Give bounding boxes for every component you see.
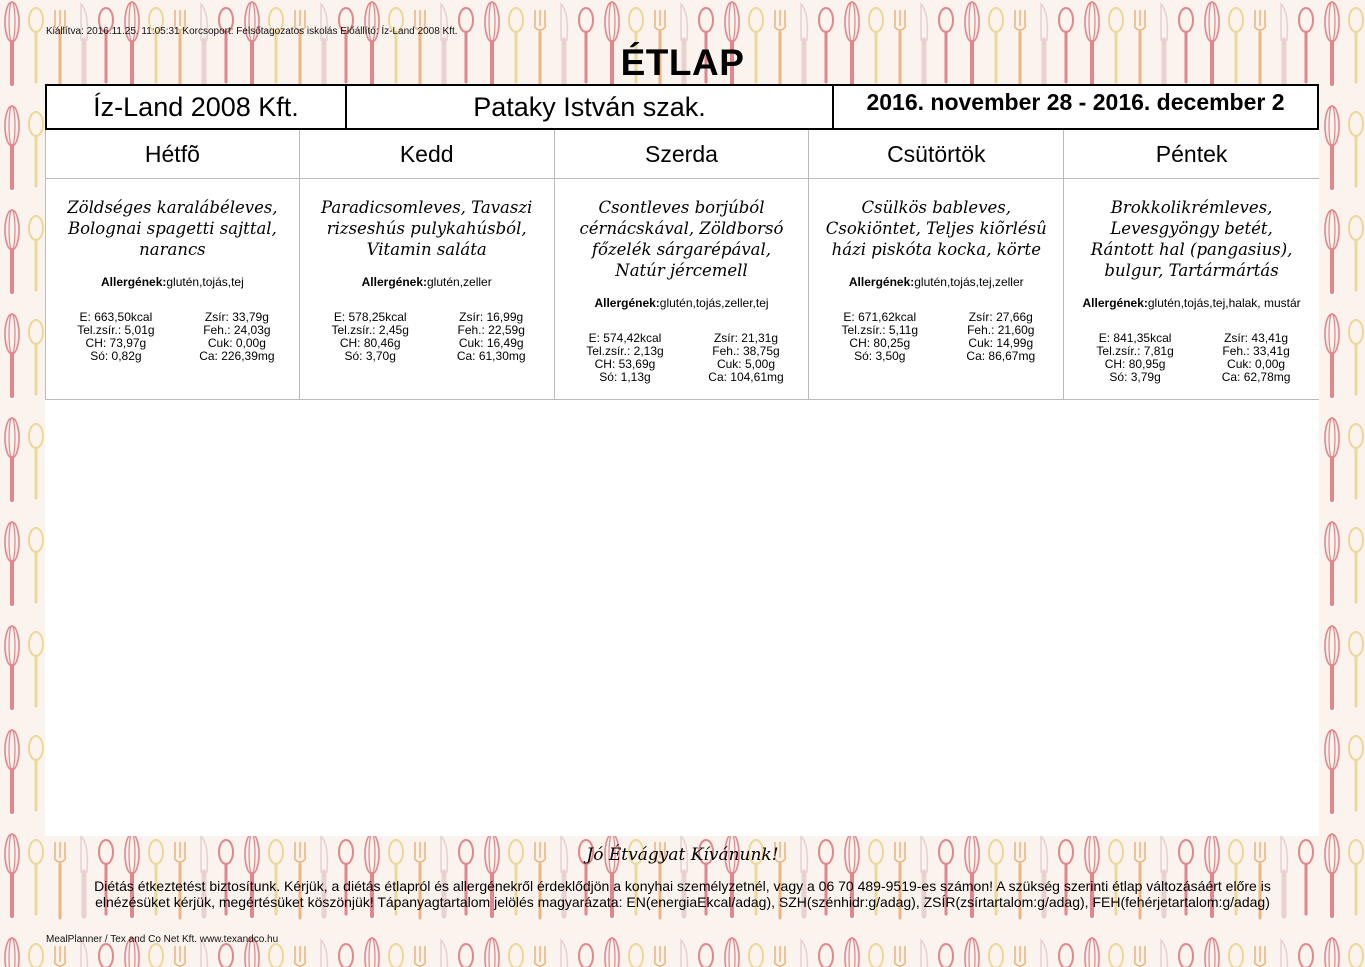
nutrition-carbs: CH: 80,95g <box>1104 357 1166 371</box>
nutrition-block <box>59 311 285 363</box>
issue-meta-line: Kiállítva: 2016.11.25. 11:05:31 Korcsoport: Felsőtagozatos iskolás Előállító: Íz-Land 2008 Kft. <box>46 26 458 37</box>
allergen-line <box>821 276 1051 289</box>
nutrition-left <box>1079 332 1192 384</box>
nutrition-carbs: CH: 80,25g <box>849 336 911 350</box>
nutrition-sugar: Cuk: 5,00g <box>716 357 775 371</box>
allergen-label: Allergének: <box>594 296 660 310</box>
allergen-values: glutén,tojás,tej,zeller <box>914 275 1024 289</box>
nutrition-salt: Só: 1,13g <box>599 370 651 384</box>
nutrition-protein: Feh.: 33,41g <box>1222 344 1290 358</box>
allergen-line <box>1077 297 1307 310</box>
day-name: Hétfõ <box>46 130 299 179</box>
week-menu-table <box>45 130 1319 400</box>
nutrition-protein: Feh.: 21,60g <box>967 323 1035 337</box>
nutrition-sat-fat: Tel.zsír.: 2,45g <box>331 323 409 337</box>
nutrition-sugar: Cuk: 14,99g <box>968 336 1034 350</box>
nutrition-energy: E: 578,25kcal <box>333 310 407 324</box>
allergen-line <box>312 276 542 289</box>
nutrition-fat: Zsír: 33,79g <box>204 310 269 324</box>
allergen-line <box>566 297 796 310</box>
nutrition-right <box>1192 332 1305 384</box>
nutrition-energy: E: 574,42kcal <box>588 331 662 345</box>
nutrition-fat: Zsír: 21,31g <box>713 331 778 345</box>
allergen-label: Allergének: <box>101 275 167 289</box>
allergen-label: Allergének: <box>1082 296 1148 310</box>
dish-text: Brokkolikrémleves, Levesgyöngy betét, Rántott hal (pangasius), bulgur, Tartármártás <box>1090 198 1293 280</box>
nutrition-protein: Feh.: 38,75g <box>712 344 780 358</box>
allergen-label: Allergének: <box>361 275 427 289</box>
menu-header-row <box>45 84 1319 130</box>
nutrition-calcium: Ca: 104,61mg <box>708 370 784 384</box>
nutrition-calcium: Ca: 226,39mg <box>199 349 275 363</box>
header-school: Pataky István szak. <box>347 86 834 128</box>
day-column-monday <box>45 130 300 399</box>
nutrition-sugar: Cuk: 16,49g <box>458 336 524 350</box>
nutrition-salt: Só: 3,50g <box>854 349 906 363</box>
nutrition-salt: Só: 3,70g <box>344 349 396 363</box>
nutrition-energy: E: 841,35kcal <box>1098 331 1172 345</box>
day-name: Péntek <box>1064 130 1319 179</box>
allergen-line <box>57 276 287 289</box>
nutrition-right <box>172 311 285 363</box>
nutrition-sat-fat: Tel.zsír.: 2,13g <box>586 344 664 358</box>
nutrition-block <box>823 311 1049 363</box>
day-name: Szerda <box>555 130 809 179</box>
day-column-wednesday <box>555 130 810 399</box>
nutrition-carbs: CH: 53,69g <box>594 357 656 371</box>
allergen-values: glutén,tojás,zeller,tej <box>659 296 769 310</box>
greeting-text: Jó Étvágyat Kívánunk! <box>586 845 779 865</box>
footer-credit: MealPlanner / Tex and Co Net Kft. www.texandco.hu <box>46 934 279 945</box>
nutrition-sugar: Cuk: 0,00g <box>1227 357 1286 371</box>
nutrition-fat: Zsír: 27,66g <box>968 310 1033 324</box>
nutrition-energy: E: 663,50kcal <box>79 310 153 324</box>
page-title: ÉTLAP <box>620 42 745 83</box>
nutrition-sat-fat: Tel.zsír.: 5,01g <box>77 323 155 337</box>
dish-text: Csülkös bableves, Csokiöntet, Teljes kiõrlésû házi piskóta kocka, körte <box>825 198 1047 259</box>
day-column-friday <box>1064 130 1319 399</box>
nutrition-block <box>314 311 540 363</box>
allergen-values: glutén,tojás,tej,halak, mustár <box>1147 296 1301 310</box>
nutrition-sat-fat: Tel.zsír.: 5,11g <box>841 323 919 337</box>
nutrition-right <box>427 311 540 363</box>
allergen-label: Allergének: <box>848 275 915 289</box>
day-column-tuesday <box>300 130 555 399</box>
nutrition-protein: Feh.: 24,03g <box>203 323 271 337</box>
nutrition-calcium: Ca: 86,67mg <box>966 349 1036 363</box>
nutrition-salt: Só: 0,82g <box>90 349 142 363</box>
header-date-range: 2016. november 28 - 2016. december 2 <box>866 89 1285 115</box>
nutrition-left <box>314 311 427 363</box>
nutrition-protein: Feh.: 22,59g <box>457 323 525 337</box>
nutrition-block <box>568 332 794 384</box>
nutrition-left <box>823 311 936 363</box>
nutrition-right <box>936 311 1049 363</box>
nutrition-calcium: Ca: 61,30mg <box>456 349 526 363</box>
nutrition-left <box>59 311 172 363</box>
nutrition-sugar: Cuk: 0,00g <box>207 336 266 350</box>
day-name: Csütörtök <box>809 130 1063 179</box>
nutrition-calcium: Ca: 62,78mg <box>1221 370 1291 384</box>
allergen-values: glutén,zeller <box>427 275 492 289</box>
dish-text: Csontleves borjúból cérnácskával, Zöldborsó főzelék sárgarépával, Natúr jércemell <box>579 198 784 280</box>
nutrition-carbs: CH: 73,97g <box>85 336 147 350</box>
day-column-thursday <box>809 130 1064 399</box>
nutrition-energy: E: 671,62kcal <box>843 310 917 324</box>
nutrition-fat: Zsír: 43,41g <box>1224 331 1289 345</box>
nutrition-carbs: CH: 80,46g <box>339 336 401 350</box>
nutrition-block <box>1079 332 1305 384</box>
dish-text: Paradicsomleves, Tavaszi rizseshús pulykahúsból, Vitamin saláta <box>321 198 533 259</box>
nutrition-salt: Só: 3,79g <box>1109 370 1161 384</box>
nutrition-left <box>568 332 681 384</box>
dish-text: Zöldséges karalábéleves, Bolognai spagetti sajttal, narancs <box>67 198 278 259</box>
day-name: Kedd <box>300 130 554 179</box>
allergen-values: glutén,tojás,tej <box>166 275 244 289</box>
nutrition-sat-fat: Tel.zsír.: 7,81g <box>1096 344 1174 358</box>
diet-notice: Diétás étkeztetést biztosítunk. Kérjük, a diétás étlapról és allergénekről érdeklődjön a konyhai személyzetnél, vagy a 06 70 489-9519-es számon! A szükség szerinti étlap változásáért előre is elnézésüket kérjük, megértésüket köszönjük! Tápanyagtartalom jelölés magyarázata: EN(energiaEkcal/adag), SZH(szénhidr:g/adag), ZSÍR(zsírtartalom:g/adag), FEH(fehérjetartalom:g/adag) <box>94 878 1271 910</box>
nutrition-fat: Zsír: 16,99g <box>459 310 524 324</box>
nutrition-right <box>681 332 794 384</box>
header-company: Íz-Land 2008 Kft. <box>47 86 347 128</box>
